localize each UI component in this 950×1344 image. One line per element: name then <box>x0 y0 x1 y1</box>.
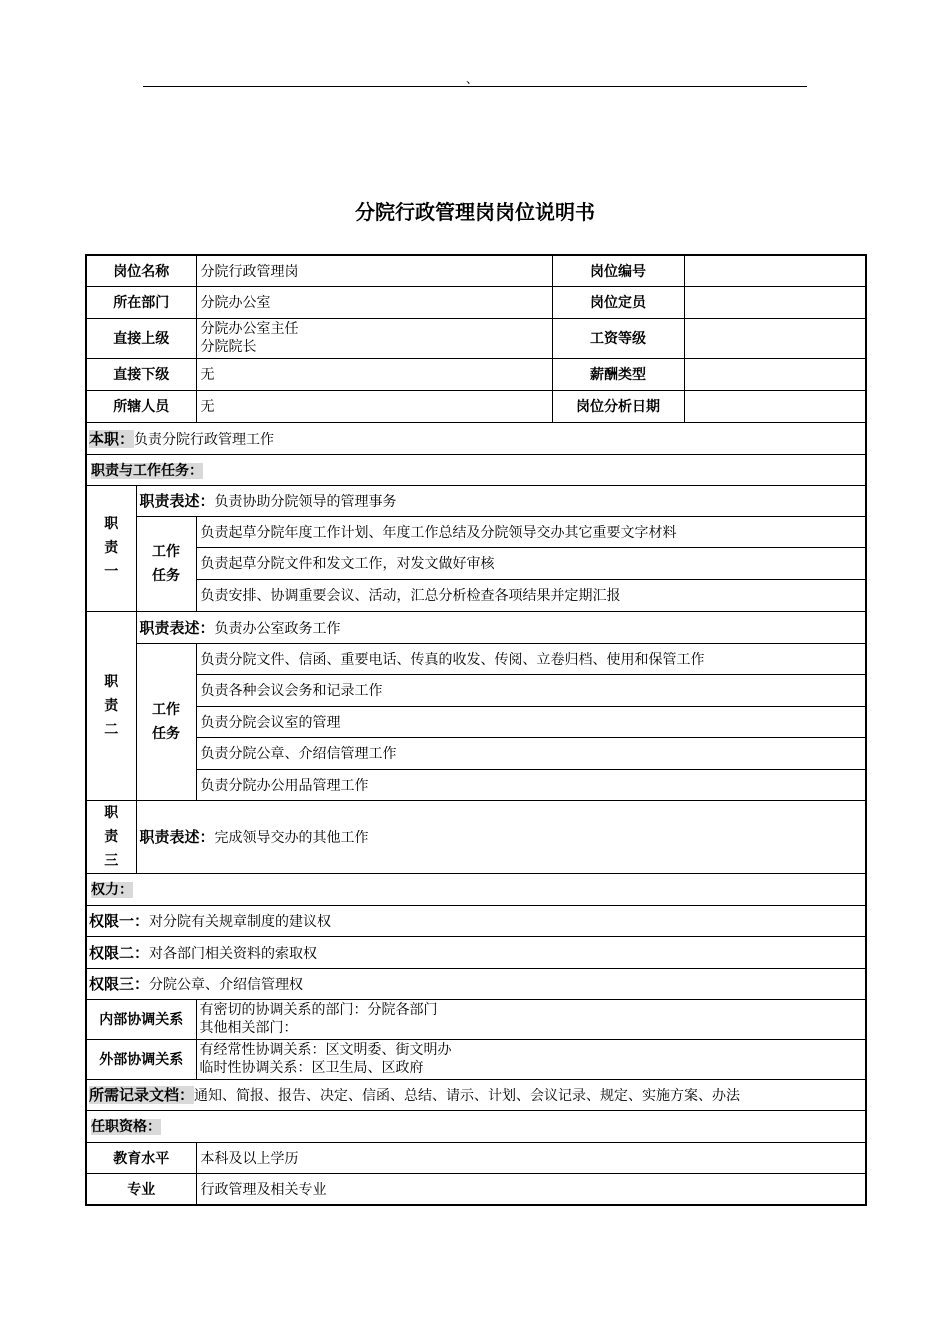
department-label: 所在部门 <box>86 286 196 318</box>
task-label-line: 工作 <box>152 543 180 560</box>
superior-line: 分院院长 <box>200 339 257 355</box>
desc-label: 职责表述： <box>139 492 215 510</box>
responsibility-2-name <box>86 611 136 800</box>
education-label: 教育水平 <box>86 1142 196 1173</box>
authority-title <box>86 873 866 905</box>
position-name-value: 分院行政管理岗 <box>196 255 552 286</box>
subordinate-value: 无 <box>196 358 552 390</box>
task-label-line: 工作 <box>152 701 180 718</box>
responsibility-1-task-label <box>136 516 196 611</box>
desc-label: 职责表述： <box>139 618 215 637</box>
internal-coordination-value <box>196 999 866 1039</box>
department-value: 分院办公室 <box>196 286 552 318</box>
authority-text: 对各部门相关资料的索取权 <box>149 945 318 962</box>
coordination-line: 有经常性协调关系：区文明委、街文明办 <box>199 1042 452 1058</box>
records-cell <box>86 1079 866 1110</box>
responsibility-2-task-label <box>136 643 196 800</box>
position-code-value <box>684 255 866 286</box>
duty-label: 本职： <box>89 429 135 448</box>
authority-row <box>86 936 866 968</box>
header-mark: 、 <box>466 72 479 86</box>
desc-text: 负责协助分院领导的管理事务 <box>214 494 397 510</box>
task-row <box>86 674 866 706</box>
coordination-line: 有密切的协调关系的部门：分院各部门 <box>199 1002 438 1018</box>
headcount-value <box>684 286 866 318</box>
authority-label: 权限二： <box>89 943 150 962</box>
responsibilities-title-text: 职责与工作任务： <box>91 462 203 479</box>
coordination-row <box>86 1039 866 1079</box>
task-row <box>86 769 866 800</box>
task-item: 负责分院文件、信函、重要电话、传真的收发、传阅、立卷归档、使用和保管工作 <box>196 643 866 674</box>
duty-row <box>86 422 866 454</box>
section-header-row <box>86 873 866 905</box>
qualification-row <box>86 1142 866 1173</box>
basic-row <box>86 318 866 358</box>
major-value: 行政管理及相关专业 <box>196 1173 866 1205</box>
headcount-label: 岗位定员 <box>552 286 684 318</box>
task-row <box>86 516 866 547</box>
task-row <box>86 706 866 737</box>
job-description-table <box>85 254 867 1206</box>
basic-row <box>86 255 866 286</box>
section-header-row <box>86 1110 866 1142</box>
authority-item <box>86 968 866 999</box>
coordination-row <box>86 999 866 1039</box>
name-char: 职 <box>104 516 119 532</box>
subordinate-label: 直接下级 <box>86 358 196 390</box>
task-item: 负责安排、协调重要会议、活动，汇总分析检查各项结果并定期汇报 <box>196 579 866 611</box>
authority-row <box>86 968 866 999</box>
task-item: 负责各种会议会务和记录工作 <box>196 674 866 706</box>
managed-value: 无 <box>196 390 552 422</box>
authority-text: 分院公章、介绍信管理权 <box>149 977 304 993</box>
pay-type-value <box>684 358 866 390</box>
name-char: 责 <box>104 828 119 845</box>
authority-label: 权限一： <box>89 912 150 930</box>
header-rule <box>143 86 807 87</box>
task-label-line: 任务 <box>152 567 180 584</box>
responsibility-1-desc <box>136 485 866 516</box>
external-coordination-label: 外部协调关系 <box>86 1039 196 1079</box>
position-name-label: 岗位名称 <box>86 255 196 286</box>
duty-text: 负责分院行政管理工作 <box>134 431 275 448</box>
authority-item <box>86 905 866 936</box>
analysis-date-label: 岗位分析日期 <box>552 390 684 422</box>
salary-grade-label: 工资等级 <box>552 318 684 358</box>
desc-label: 职责表述： <box>139 828 215 846</box>
pay-type-label: 薪酬类型 <box>552 358 684 390</box>
qualification-title-text: 任职资格： <box>91 1119 161 1135</box>
internal-coordination-label: 内部协调关系 <box>86 999 196 1039</box>
responsibility-2-desc <box>136 611 866 643</box>
name-char: 职 <box>104 804 119 821</box>
task-row <box>86 579 866 611</box>
analysis-date-value <box>684 390 866 422</box>
responsibilities-title <box>86 454 866 485</box>
name-char: 责 <box>104 540 119 556</box>
salary-grade-value <box>684 318 866 358</box>
position-code-label: 岗位编号 <box>552 255 684 286</box>
name-char: 责 <box>104 697 119 714</box>
coordination-line: 临时性协调关系：区卫生局、区政府 <box>199 1060 424 1076</box>
name-char: 二 <box>104 721 119 738</box>
authority-item <box>86 936 866 968</box>
records-row <box>86 1079 866 1110</box>
duty-cell <box>86 422 866 454</box>
task-item: 负责分院会议室的管理 <box>196 706 866 737</box>
task-item: 负责分院办公用品管理工作 <box>196 769 866 800</box>
desc-text: 完成领导交办的其他工作 <box>214 830 369 846</box>
basic-row <box>86 286 866 318</box>
authority-text: 对分院有关规章制度的建议权 <box>149 914 332 930</box>
responsibility-desc-row <box>86 611 866 643</box>
responsibility-3-desc <box>136 800 866 873</box>
responsibility-desc-row <box>86 800 866 873</box>
page-title: 分院行政管理岗岗位说明书 <box>355 200 595 224</box>
external-coordination-value <box>196 1039 866 1079</box>
name-char: 一 <box>104 564 119 580</box>
name-char: 三 <box>104 852 119 869</box>
authority-label: 权限三： <box>89 975 150 993</box>
task-item: 负责分院公章、介绍信管理工作 <box>196 737 866 769</box>
section-header-row <box>86 454 866 485</box>
education-value: 本科及以上学历 <box>196 1142 866 1173</box>
coordination-line: 其他相关部门： <box>199 1020 298 1036</box>
records-label: 所需记录文档： <box>89 1086 195 1104</box>
responsibility-1-name <box>86 485 136 611</box>
task-row <box>86 547 866 579</box>
superior-value <box>196 318 552 358</box>
records-text: 通知、简报、报告、决定、信函、总结、请示、计划、会议记录、规定、实施方案、办法 <box>194 1088 741 1104</box>
managed-label: 所辖人员 <box>86 390 196 422</box>
superior-label: 直接上级 <box>86 318 196 358</box>
superior-line: 分院办公室主任 <box>200 321 299 337</box>
qualification-row <box>86 1173 866 1205</box>
responsibility-3-name <box>86 800 136 873</box>
desc-text: 负责办公室政务工作 <box>214 620 341 637</box>
task-item: 负责起草分院年度工作计划、年度工作总结及分院领导交办其它重要文字材料 <box>196 516 866 547</box>
authority-title-text: 权力： <box>91 882 133 898</box>
task-label-line: 任务 <box>152 725 180 742</box>
basic-row <box>86 358 866 390</box>
task-row <box>86 643 866 674</box>
basic-row <box>86 390 866 422</box>
task-row <box>86 737 866 769</box>
name-char: 职 <box>104 673 119 690</box>
major-label: 专业 <box>86 1173 196 1205</box>
task-item: 负责起草分院文件和发文工作，对发文做好审核 <box>196 547 866 579</box>
authority-row <box>86 905 866 936</box>
responsibility-desc-row <box>86 485 866 516</box>
qualification-title <box>86 1110 866 1142</box>
